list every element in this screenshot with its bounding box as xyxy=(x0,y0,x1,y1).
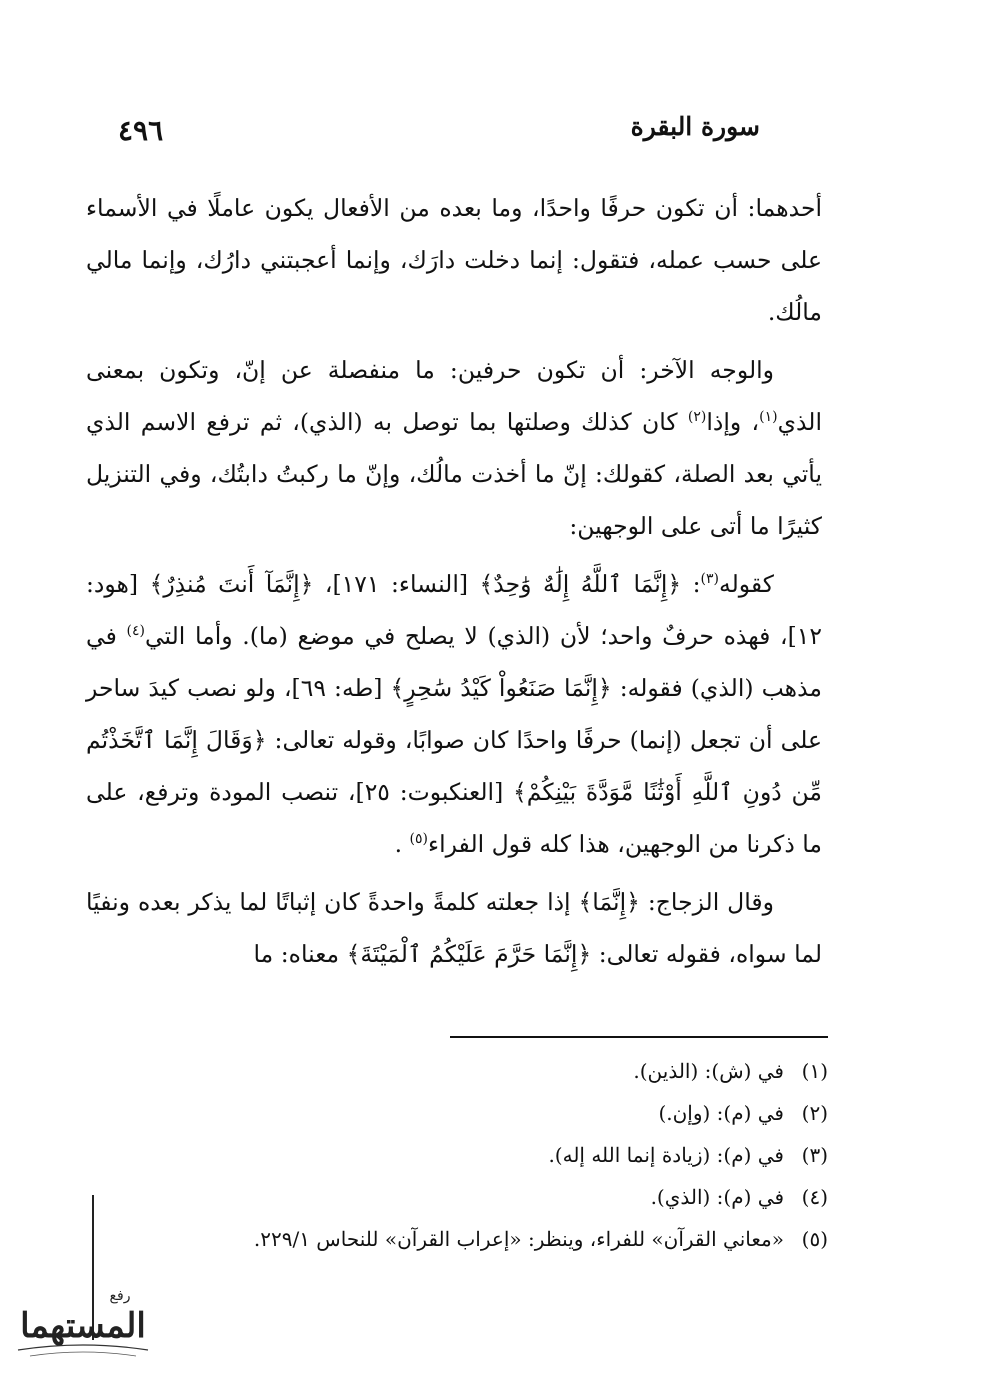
paragraph-2 xyxy=(86,344,822,552)
paragraph-3 xyxy=(86,558,822,870)
footnote-number: (٣) xyxy=(801,1143,828,1167)
text-run: كان كذلك وصلتها بما توصل به (الذي)، ثم ترفع الاسم الذي يأتي بعد الصلة، كقولك: إنّ ما أخذت مالُك، وإنّ ما ركبتُ دابتُك، وفي التنزيل كثيرًا ما أتى على الوجهين: xyxy=(86,408,822,540)
footnote-ref-3[interactable]: (٣) xyxy=(700,571,719,588)
footnote-ref-5[interactable]: (٥) xyxy=(409,831,429,848)
text-run: . xyxy=(394,830,410,858)
footnote-item xyxy=(150,1050,828,1092)
page-header xyxy=(118,112,760,152)
main-text xyxy=(86,182,822,980)
surah-title: سورة البقرة xyxy=(630,112,760,141)
text-run: في مذهب (الذي) فقوله: ﴿إِنَّمَا صَنَعُواْ كَيْدُ سَٰحِرٍ﴾ [طه: ٦٩]، ولو نصب كيدَ ساحر على أن تجعل (إنما) حرفًا واحدًا كان صوابًا، وقوله تعالى: ﴿وَقَالَ إِنَّمَا ٱتَّخَذْتُم مِّن دُونِ ٱللَّهِ أَوْثَٰنًا مَّوَدَّةَ بَيْنِكُمْ﴾ [العنكبوت: ٢٥]، تنصب المودة وترفع، على ما ذكرنا من الوجهين، هذا كله قول الفراء xyxy=(86,622,823,858)
footnote-text: في (م): (الذي). xyxy=(650,1185,784,1209)
text-run: : ﴿إِنَّمَا ٱللَّهُ إِلَٰهٌ وَٰحِدٌ﴾ [النساء: ١٧١]، ﴿إِنَّمَآ أَنتَ مُنذِرٌ﴾ [هود: ١٢]، فهذه حرفٌ واحد؛ لأن (الذي) لا يصلح في موضع (ما). وأما التي xyxy=(86,570,822,650)
footnotes xyxy=(150,1050,828,1260)
footnote-number: (١) xyxy=(801,1059,828,1083)
text-run: والوجه الآخر: أن تكون حرفين: ما منفصلة عن إنّ، وتكون بمعنى الذي xyxy=(86,356,822,436)
logo-text: المستهما xyxy=(20,1306,146,1346)
logo-flourish xyxy=(30,1352,136,1356)
footnote-number: (٤) xyxy=(801,1185,828,1209)
footnote-text: في (م): (وإن.) xyxy=(658,1101,784,1125)
footnote-number: (٢) xyxy=(801,1101,828,1125)
footnote-item xyxy=(150,1218,828,1260)
footnote-item xyxy=(150,1092,828,1134)
footnote-ref-2[interactable]: (٢) xyxy=(687,409,707,426)
footnote-text: في (م): (زيادة إنما الله إله). xyxy=(548,1143,784,1167)
text-run: كقوله xyxy=(719,570,774,598)
paragraph-1: أحدهما: أن تكون حرفًا واحدًا، وما بعده من الأفعال يكون عاملًا في الأسماء على حسب عمله، فتقول: إنما دخلت دارَك، وإنما أعجبتني دارُك، وإنما مالي مالُك. xyxy=(86,194,822,326)
footnote-number: (٥) xyxy=(801,1227,828,1251)
footnote-ref-1[interactable]: (١) xyxy=(759,409,778,426)
footnote-text: في (ش): (الذين). xyxy=(633,1059,784,1083)
page-number: ٤٩٦ xyxy=(118,114,164,147)
text-run: ، وإذا xyxy=(706,408,760,436)
footnote-text: «معاني القرآن» للفراء، وينظر: «إعراب القرآن» للنحاس ٢٢٩/١. xyxy=(253,1227,784,1251)
publisher-logo xyxy=(8,1282,158,1362)
footnote-divider xyxy=(450,1036,828,1038)
footnote-item xyxy=(150,1176,828,1218)
logo-subtext: رفع xyxy=(109,1288,131,1304)
footnote-item xyxy=(150,1134,828,1176)
paragraph-4: وقال الزجاج: ﴿إِنَّمَا﴾ إذا جعلته كلمةً واحدةً كان إثباتًا لما يذكر بعده ونفيًا لما سواه، فقوله تعالى: ﴿إِنَّمَا حَرَّمَ عَلَيْكُمُ ٱلْمَيْتَةَ﴾ معناه: ما xyxy=(86,888,822,968)
footnote-ref-4[interactable]: (٤) xyxy=(126,623,145,640)
